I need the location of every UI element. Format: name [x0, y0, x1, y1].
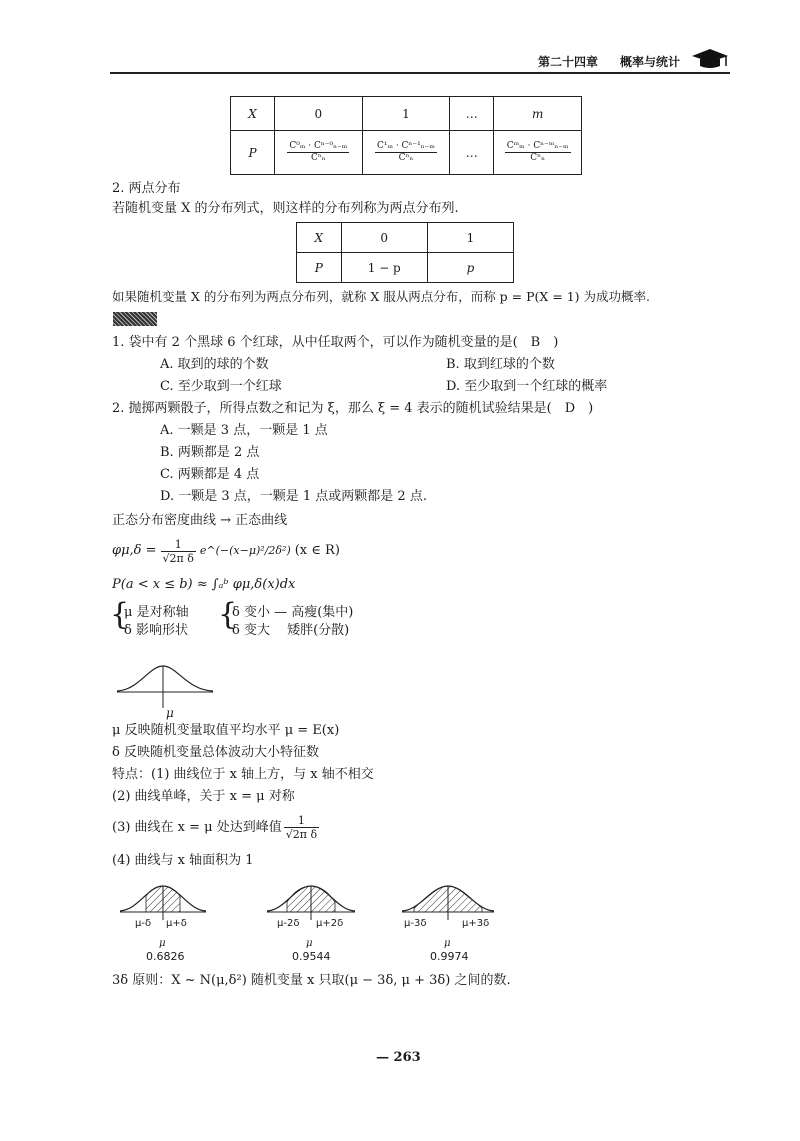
integral-formula: P(a < x ≤ b) ≈ ∫ₐᵇ φμ,δ(x)dx [112, 577, 296, 592]
table-cell: $\frac{\text{Cᵐₘ · Cⁿ⁻ᵐₙ₋ₘ}}{\text{Cⁿₙ}}$ [494, 131, 582, 175]
option: A. 一颗是 3 点，一颗是 1 点 [160, 423, 328, 438]
curve-2sigma [265, 880, 357, 920]
table-cell: … [450, 131, 494, 175]
table-cell: 1 [362, 97, 450, 131]
section-heading: 正态分布密度曲线 → 正态曲线 [112, 513, 288, 528]
curve-label: μ+δ [166, 918, 187, 929]
normal-curve-diagram [115, 658, 215, 714]
paragraph: 3δ 原则：X ~ N(μ,δ²) 随机变量 x 只取(μ − 3δ, μ + 3δ) 之间的数. [112, 973, 511, 988]
graduation-cap-icon [690, 46, 730, 70]
table-cell: $\frac{\text{C⁰ₘ · Cⁿ⁻⁰ₙ₋ₘ}}{\text{Cⁿₙ}}$ [275, 131, 363, 175]
brace-item: δ 变大 矮胖(分散) [232, 623, 350, 638]
paragraph: 如果随机变量 X 的分布列为两点分布列，就称 X 服从两点分布，而称 p = P(X = 1) 为成功概率. [112, 289, 650, 304]
paragraph: 若随机变量 X 的分布列式，则这样的分布列称为两点分布列. [112, 201, 459, 216]
chapter-label: 第二十四章 [538, 55, 599, 69]
table-cell: X [297, 223, 342, 253]
option: B. 取到红球的个数 [446, 357, 555, 372]
page-number: — 263 [376, 1050, 421, 1065]
chapter-title: 概率与统计 [620, 55, 681, 69]
header-rule [110, 72, 730, 74]
option: C. 两颗都是 4 点 [160, 467, 260, 482]
table-cell: P [231, 131, 275, 175]
curve-mu-label: μ [166, 706, 174, 720]
question-stem: 2. 抛掷两颗骰子，所得点数之和记为 ξ，那么 ξ = 4 表示的随机试验结果是( D ) [112, 401, 594, 416]
option: A. 取到的球的个数 [160, 357, 269, 372]
feature-item: (4) 曲线与 x 轴面积为 1 [112, 853, 254, 868]
feature-item: 特点：(1) 曲线位于 x 轴上方，与 x 轴不相交 [112, 767, 374, 782]
curve-label: μ [159, 938, 166, 949]
table-cell: 0 [275, 97, 363, 131]
section-heading: 2. 两点分布 [112, 181, 181, 196]
option: D. 至少取到一个红球的概率 [446, 379, 608, 394]
table-cell: X [231, 97, 275, 131]
curve-label: μ-2δ [277, 918, 300, 929]
table-cell: p [427, 253, 513, 283]
table-cell: 1 − p [341, 253, 427, 283]
curve-probability: 0.9544 [292, 950, 331, 963]
curve-label: μ+2δ [316, 918, 344, 929]
table-cell: m [494, 97, 582, 131]
curve-1sigma [118, 880, 208, 920]
left-brace: { [110, 597, 130, 632]
right-brace: { [218, 597, 238, 632]
curve-probability: 0.6826 [146, 950, 185, 963]
table-cell: P [297, 253, 342, 283]
curve-3sigma [400, 880, 496, 920]
curve-probability: 0.9974 [430, 950, 469, 963]
paragraph: μ 反映随机变量取值平均水平 μ = E(x) [112, 723, 340, 738]
curve-label: μ-3δ [404, 918, 427, 929]
practice-stamp-icon [113, 312, 157, 326]
curve-label: μ+3δ [462, 918, 490, 929]
table-cell: 1 [427, 223, 513, 253]
curve-label: μ [444, 938, 451, 949]
table-cell: … [450, 97, 494, 131]
brace-item: δ 影响形状 [124, 623, 188, 638]
option: D. 一颗是 3 点，一颗是 1 点或两颗都是 2 点. [160, 489, 427, 504]
feature-item: (3) 曲线在 x = μ 处达到峰值 $\frac{1}{\text{√2π δ}}$ [112, 814, 318, 841]
table-cell: $\frac{\text{C¹ₘ · Cⁿ⁻¹ₙ₋ₘ}}{\text{Cⁿₙ}}$ [362, 131, 450, 175]
paragraph: δ 反映随机变量总体波动大小特征数 [112, 745, 319, 760]
brace-item: μ 是对称轴 [124, 605, 189, 620]
hypergeometric-table [230, 96, 582, 175]
brace-item: δ 变小 — 高瘦(集中) [232, 605, 354, 620]
density-formula: φμ,δ = $\frac{1}{\text{√2π δ}}$ e^(−(x−μ)²/2δ²) (x ∈ R) [112, 537, 340, 565]
curve-label: μ [306, 938, 313, 949]
table-cell: 0 [341, 223, 427, 253]
curve-label: μ-δ [135, 918, 152, 929]
two-point-table [296, 222, 514, 283]
question-stem: 1. 袋中有 2 个黑球 6 个红球，从中任取两个，可以作为随机变量的是( B ) [112, 335, 559, 350]
feature-item: (2) 曲线单峰，关于 x = μ 对称 [112, 789, 295, 804]
option: B. 两颗都是 2 点 [160, 445, 260, 460]
option: C. 至少取到一个红球 [160, 379, 282, 394]
